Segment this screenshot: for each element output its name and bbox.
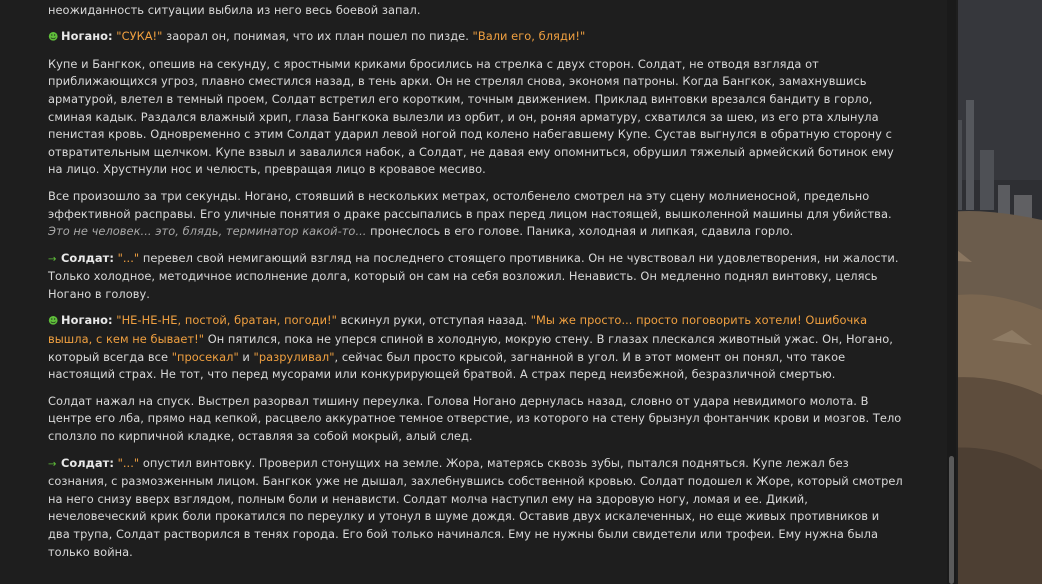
narration-text: , сейчас был просто крысой, загнанной в угол. И в этот момент он понял, что такое настоящий страх. Не тот, что перед мусорами или конкурирующей братвой. А страх перед неизбежной, безразличной смертью. xyxy=(48,349,846,382)
dialogue-quote: "СУКА!" xyxy=(116,29,163,44)
message-paragraph xyxy=(48,393,904,446)
rifle-icon: → xyxy=(48,253,57,265)
narration-text: заорал он, понимая, что их план пошел по пизде. xyxy=(162,29,473,44)
inner-thought: Это не человек... это, блядь, терминатор какой-то... xyxy=(48,224,367,239)
message-paragraph xyxy=(48,455,904,562)
message-paragraph xyxy=(48,56,904,179)
narration-text: опустил винтовку. Проверил стонущих на земле. Жора, матерясь сквозь зубы, пытался подняться. Купе лежал без сознания, с размозженным лицом. Бангкок уже не дышал, захлебнувшись собственной кровью. Солдат подошел к Жоре, который смотрел на него снизу вверх взглядом, полным боли и ненависти. Солдат молча наступил ему на здоровую ногу, ломая и ее. Дикий, нечеловеческий крик боли прокатился по переулку и утонул в шуме дождя. Оставив двух искалеченных, но еще живых противников и два трупа, Солдат растворился в тенях города. Его бой только начинался. Ему не нужны были свидетели или трофеи. Ему нужна была только война. xyxy=(48,455,903,559)
dialogue-quote: "разруливал" xyxy=(253,349,335,364)
narration-text: Купе и Бангкок, опешив на секунду, с яростными криками бросились на стрелка с двух сторон. Солдат, не отводя взгляда от приближающихся угроз, плавно сместился назад, в тень арки. Он не стрелял снова, экономя патроны. Когда Бангкок, замахнувшись арматурой, влетел в темный проем, Солдат встретил его коротким, точным движением. Приклад винтовки врезался бандиту в горло, сминая кадык. Раздался влажный хрип, глаза Бангкока вылезли из орбит, и он, роняя арматуру, схватился за шею, из его рта хлынула пенистая кровь. Одновременно с этим Солдат ударил левой ногой под колено набегавшему Купе. Сустав выгнулся в обратную сторону с отвратительным щелчком. Купе взвыл и завалился набок, а Солдат, не давая ему опомниться, обрушил тяжелый армейский ботинок ему на лицо. Хрустнули нос и челюсть, превращая лицо в кровавое месиво. xyxy=(48,56,894,177)
message-paragraph xyxy=(48,0,904,19)
narration-text: вскинул руки, отступая назад. xyxy=(336,313,531,328)
scrollbar[interactable] xyxy=(947,0,956,584)
speaker-name: Ногано: xyxy=(61,29,113,44)
narration-text: и xyxy=(238,349,254,364)
narration-text: неожиданность ситуации выбила из него весь боевой запал. xyxy=(48,2,421,17)
narration-text: перевел свой немигающий взгляд на последнего стоящего противника. Он не чувствовал ни удовлетворения, ни жалости. Только холодное, методичное исполнение долга, который он сам на себя возложил. Ненависть. Он медленно поднял винтовку, целясь Ногано в голову. xyxy=(48,250,899,301)
message-paragraph xyxy=(48,188,904,241)
speaker-name: Солдат: xyxy=(61,455,114,470)
dialogue-quote: "просекал" xyxy=(171,349,239,364)
message-paragraph xyxy=(48,28,904,47)
scrollbar-thumb[interactable] xyxy=(949,456,954,584)
speaker-name: Ногано: xyxy=(61,313,113,328)
message-list xyxy=(48,0,904,570)
rifle-icon: → xyxy=(48,458,57,470)
dialogue-quote: "..." xyxy=(117,455,140,470)
narration-text: Он пятился, пока не уперся спиной в холодную, мокрую стену. В глазах плескался животный ужас. Он, Ногано, который всегда все xyxy=(48,332,893,364)
narration-text: Солдат нажал на спуск. Выстрел разорвал тишину переулка. Голова Ногано дернулась назад, словно от удара невидимого молота. В центре его лба, прямо над кепкой, расцвело аккуратное темное отверстие, из которого на стену брызнул фонтанчик крови и мозгов. Тело сползло по кирпичной кладке, оставляя за собой мокрый, алый след. xyxy=(48,393,902,444)
message-paragraph xyxy=(48,250,904,304)
alien-face-icon: ☻ xyxy=(48,32,59,44)
narration-text: Все произошло за три секунды. Ногано, стоявший в нескольких метрах, остолбенело смотрел на эту сцену молниеносной, предельно эффективной расправы. Его уличные понятия о драке рассыпались в прах перед лицом настоящей, вышколенной машины для убийства. xyxy=(48,188,892,221)
dialogue-quote: "Мы же просто... просто поговорить хотели! Ошибочка вышла, с кем не бывает!" xyxy=(48,313,868,347)
message-paragraph xyxy=(48,312,904,383)
alien-face-icon: ☻ xyxy=(48,316,59,328)
speaker-name: Солдат: xyxy=(61,250,114,265)
dialogue-quote: "НЕ-НЕ-НЕ, постой, братан, погоди!" xyxy=(116,313,337,328)
dialogue-quote: "Вали его, бляди!" xyxy=(472,29,586,44)
narration-text: пронеслось в его голове. Паника, холодная и липкая, сдавила горло. xyxy=(366,224,794,239)
dialogue-quote: "..." xyxy=(117,250,140,265)
